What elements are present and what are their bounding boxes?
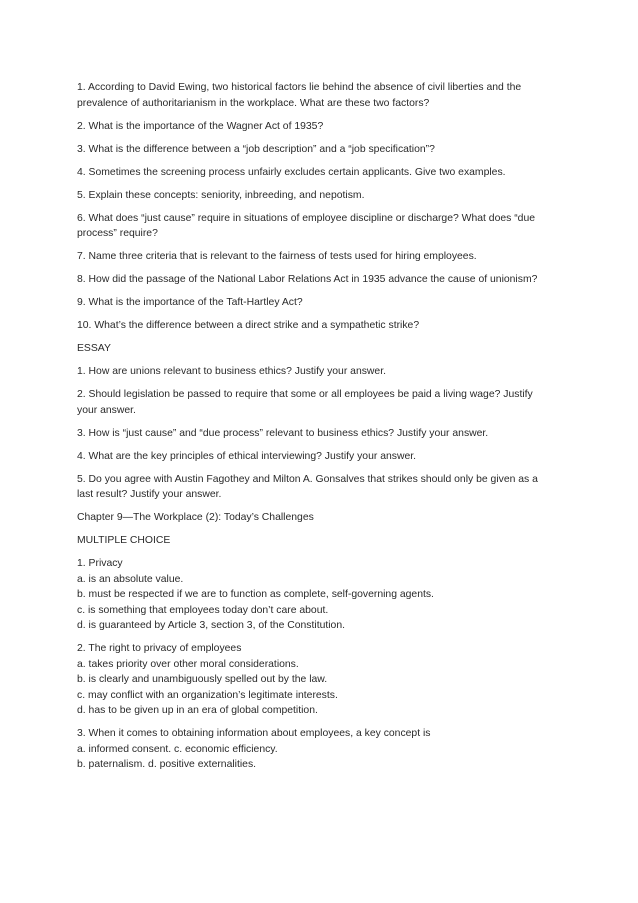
- paragraph: [77, 472, 567, 503]
- text-line: your answer.: [77, 404, 136, 416]
- text-line: a. is an absolute value.: [77, 573, 184, 585]
- paragraph: [77, 295, 567, 311]
- paragraph: [77, 449, 567, 465]
- text-line: Chapter 9—The Workplace (2): Today’s Challenges: [77, 512, 314, 523]
- text-line: a. informed consent. c. economic efficiency.: [77, 743, 278, 755]
- text-line: 8. How did the passage of the National Labor Relations Act in 1935 advance the cause of unionism?: [77, 274, 538, 285]
- text-line: process” require?: [77, 228, 158, 239]
- text-line: c. is something that employees today don’t care about.: [77, 604, 329, 616]
- paragraph: [77, 641, 567, 719]
- text-line: MULTIPLE CHOICE: [77, 535, 171, 546]
- text-line: 3. What is the difference between a “job description” and a “job specification”?: [77, 143, 435, 155]
- text-line: 2. Should legislation be passed to require that some or all employees be paid a living wage? Justify: [77, 389, 533, 400]
- paragraph: [77, 80, 567, 111]
- text-line: a. takes priority over other moral considerations.: [77, 658, 299, 670]
- text-line: 5. Explain these concepts: seniority, inbreeding, and nepotism.: [77, 189, 365, 201]
- text-line: 1. According to David Ewing, two historical factors lie behind the absence of civil liberties and the: [77, 82, 522, 93]
- paragraph: [77, 510, 567, 526]
- paragraph: [77, 364, 567, 380]
- paragraph: [77, 426, 567, 442]
- text-line: 7. Name three criteria that is relevant to the fairness of tests used for hiring employees.: [77, 251, 477, 262]
- text-line: last result? Justify your answer.: [77, 489, 222, 500]
- text-line: 10. What’s the difference between a direct strike and a sympathetic strike?: [77, 320, 420, 331]
- text-line: 3. How is “just cause” and “due process” relevant to business ethics? Justify your answer.: [77, 427, 489, 439]
- paragraph: [77, 211, 567, 242]
- paragraph: [77, 533, 567, 549]
- text-line: 1. Privacy: [77, 558, 123, 569]
- text-line: prevalence of authoritarianism in the workplace. What are these two factors?: [77, 97, 430, 109]
- paragraph: [77, 188, 567, 204]
- text-line: 4. What are the key principles of ethical interviewing? Justify your answer.: [77, 450, 417, 462]
- text-line: b. paternalism. d. positive externalities.: [77, 759, 257, 770]
- text-line: 1. How are unions relevant to business ethics? Justify your answer.: [77, 366, 386, 377]
- paragraph: [77, 165, 567, 181]
- text-line: 2. What is the importance of the Wagner Act of 1935?: [77, 120, 324, 132]
- paragraph: [77, 556, 567, 634]
- text-line: 5. Do you agree with Austin Fagothey and Milton A. Gonsalves that strikes should only be given as a: [77, 473, 538, 485]
- text-line: b. is clearly and unambiguously spelled out by the law.: [77, 674, 328, 685]
- paragraph: [77, 249, 567, 265]
- document-page: [77, 80, 567, 780]
- paragraph: [77, 272, 567, 288]
- paragraph: [77, 387, 567, 418]
- paragraph: [77, 726, 567, 773]
- text-line: 6. What does “just cause” require in situations of employee discipline or discharge? What does “due: [77, 212, 536, 224]
- paragraph: [77, 119, 567, 135]
- text-line: 3. When it comes to obtaining information about employees, a key concept is: [77, 728, 431, 739]
- paragraph: [77, 318, 567, 334]
- paragraph: [77, 341, 567, 357]
- text-line: 4. Sometimes the screening process unfairly excludes certain applicants. Give two examples.: [77, 166, 506, 178]
- text-line: 2. The right to privacy of employees: [77, 643, 242, 654]
- paragraph: [77, 142, 567, 158]
- text-line: d. has to be given up in an era of global competition.: [77, 705, 318, 716]
- text-line: d. is guaranteed by Article 3, section 3, of the Constitution.: [77, 620, 346, 631]
- text-line: ESSAY: [77, 343, 111, 354]
- text-line: b. must be respected if we are to function as complete, self-governing agents.: [77, 589, 434, 600]
- text-line: 9. What is the importance of the Taft-Hartley Act?: [77, 297, 303, 308]
- text-line: c. may conflict with an organization’s legitimate interests.: [77, 689, 338, 701]
